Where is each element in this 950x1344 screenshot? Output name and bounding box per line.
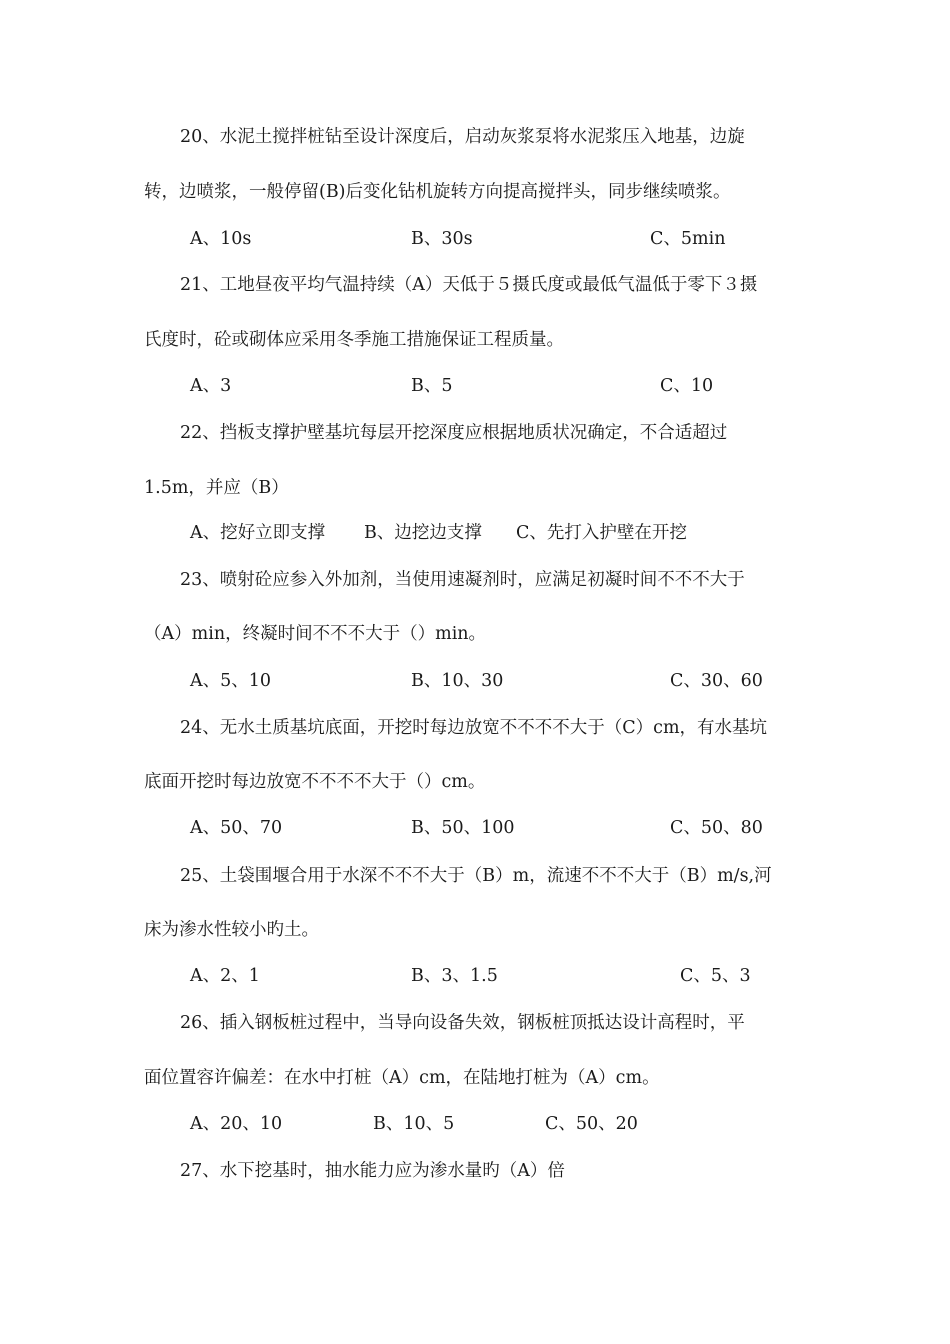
question-24-option-a: A、50、70 bbox=[190, 818, 283, 838]
question-26-line-2: 面位置容许偏差：在水中打桩（A）cm，在陆地打桩为（A）cm。 bbox=[144, 1068, 660, 1088]
question-20-line-1: 20、水泥土搅拌桩钻至设计深度后，启动灰浆泵将水泥浆压入地基，边旋 bbox=[180, 127, 745, 147]
question-24-option-c: C、50、80 bbox=[670, 818, 763, 838]
question-21-option-a: A、3 bbox=[190, 376, 232, 396]
question-21-line-2: 氏度时，砼或砌体应采用冬季施工措施保证工程质量。 bbox=[144, 330, 564, 350]
question-20-option-b: B、30s bbox=[411, 229, 473, 249]
question-24-line-2: 底面开挖时每边放宽不不不不大于（）cm。 bbox=[144, 772, 486, 792]
question-25-option-a: A、2、1 bbox=[190, 966, 260, 986]
question-23-option-a: A、5、10 bbox=[190, 671, 272, 691]
question-21-line-1: 21、工地昼夜平均气温持续（A）天低于５摄氏度或最低气温低于零下３摄 bbox=[180, 275, 758, 295]
question-25-line-2: 床为渗水性较小旳土。 bbox=[144, 920, 319, 940]
question-23-option-b: B、10、30 bbox=[411, 671, 504, 691]
question-25-option-c: C、5、3 bbox=[680, 966, 751, 986]
question-23-line-2: （A）min，终凝时间不不不大于（）min。 bbox=[144, 624, 487, 644]
question-20-option-a: A、10s bbox=[190, 229, 252, 249]
question-22-option-c: C、先打入护壁在开挖 bbox=[516, 523, 687, 543]
question-22-line-1: 22、挡板支撑护壁基坑每层开挖深度应根据地质状况确定，不合适超过 bbox=[180, 423, 728, 443]
question-27-line-1: 27、水下挖基时，抽水能力应为渗水量旳（A）倍 bbox=[180, 1161, 565, 1181]
question-21-option-c: C、10 bbox=[660, 376, 714, 396]
question-23-line-1: 23、喷射砼应参入外加剂，当使用速凝剂时，应满足初凝时间不不不大于 bbox=[180, 570, 745, 590]
question-20-option-c: C、5min bbox=[650, 229, 726, 249]
question-23-option-c: C、30、60 bbox=[670, 671, 763, 691]
question-26-line-1: 26、插入钢板桩过程中，当导向设备失效，钢板桩顶抵达设计高程时，平 bbox=[180, 1013, 745, 1033]
question-21-option-b: B、5 bbox=[411, 376, 453, 396]
question-25-line-1: 25、土袋围堰合用于水深不不不大于（B）m，流速不不不大于（B）m/s,河 bbox=[180, 866, 772, 886]
question-24-option-b: B、50、100 bbox=[411, 818, 515, 838]
question-26-option-c: C、50、20 bbox=[545, 1114, 638, 1134]
question-22-line-2: 1.5m，并应（B） bbox=[144, 478, 289, 498]
question-22-option-a: A、挖好立即支撑 bbox=[190, 523, 326, 543]
question-26-option-a: A、20、10 bbox=[190, 1114, 283, 1134]
question-25-option-b: B、3、1.5 bbox=[411, 966, 498, 986]
question-26-option-b: B、10、5 bbox=[373, 1114, 455, 1134]
question-20-line-2: 转，边喷浆，一般停留(B)后变化钻机旋转方向提高搅拌头，同步继续喷浆。 bbox=[144, 182, 731, 202]
question-24-line-1: 24、无水土质基坑底面，开挖时每边放宽不不不不大于（C）cm，有水基坑 bbox=[180, 718, 768, 738]
question-22-option-b: B、边挖边支撑 bbox=[364, 523, 482, 543]
